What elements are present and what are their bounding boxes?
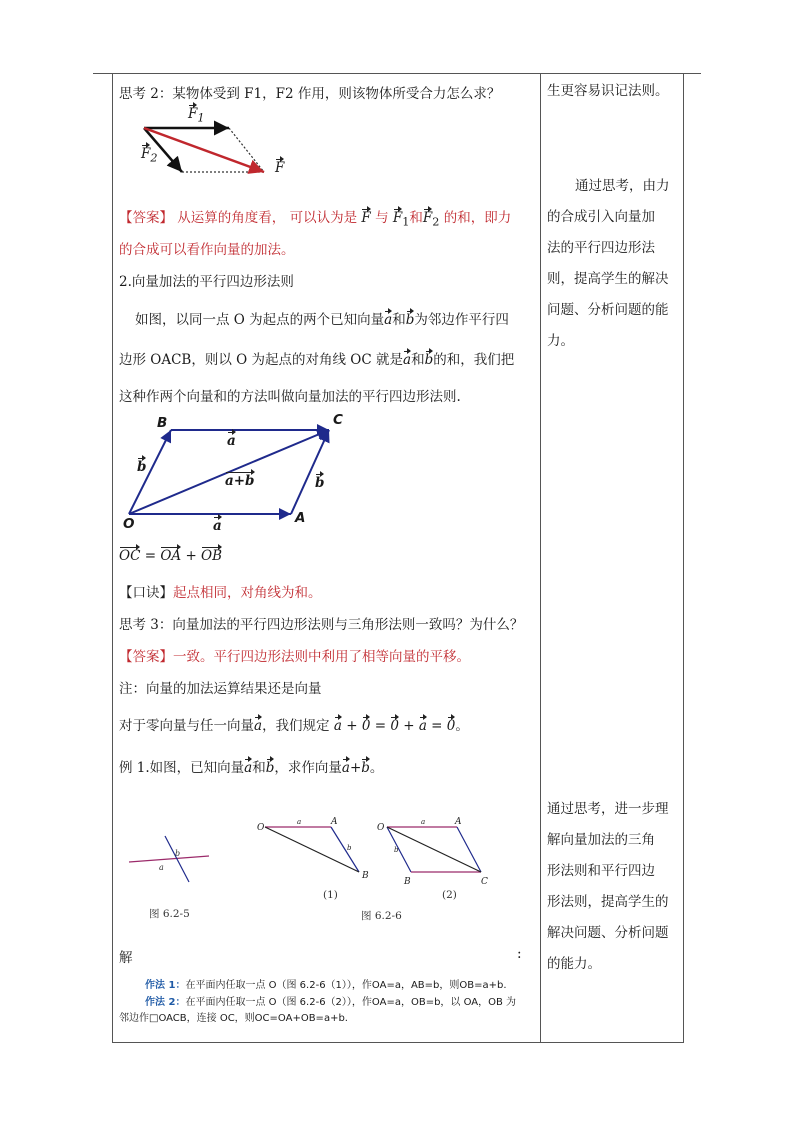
answer-text-d: 的和，即力 [443, 210, 512, 226]
p2-vec-b: b [424, 352, 434, 368]
side-s7: 力。 [547, 333, 574, 349]
method2b-text: 邻边作□OACB，连接 OC，则OC=OA+OB=a+b. [119, 1013, 348, 1024]
formula-plus: + [185, 548, 197, 564]
p2-and: 和 [411, 352, 425, 368]
fig-sum-label [225, 473, 255, 489]
label-f1 [188, 106, 205, 125]
section2-p1 [135, 308, 509, 328]
point-c-label: C [333, 412, 343, 428]
label-f2-letter: F [141, 146, 151, 162]
example1-sum: a+b [341, 760, 370, 776]
zero-rule-b: ，我们规定 [262, 718, 330, 734]
side-notes-1 [547, 76, 677, 107]
svg-text:B: B [362, 871, 369, 881]
method2-tag: 作法 2： [145, 997, 186, 1008]
answer-vec-f1 [392, 210, 410, 229]
section2-p3 [119, 385, 461, 405]
point-b-label: B [157, 415, 168, 431]
fig6b-oc [387, 827, 481, 872]
svg-text:A: A [455, 817, 462, 827]
side-s1: 生更容易识记法则。 [547, 83, 669, 99]
formula-oc-vec: OC [119, 548, 141, 564]
side-notes-3 [547, 794, 677, 980]
formula-eq: = [144, 548, 157, 564]
side-s2: 通过思考，由力 [575, 178, 670, 194]
fig-b-left [137, 459, 146, 475]
fig6b-ac [457, 827, 481, 872]
think3-answer [119, 645, 470, 665]
section2-heading-text: 2.向量加法的平行四边形法则 [119, 274, 294, 290]
fig-a-bottom-letter: a [213, 518, 222, 534]
formula-oc [119, 548, 222, 564]
note-text-content: 注：向量的加法运算结果还是向量 [119, 681, 322, 697]
label-f [275, 160, 284, 176]
answer-vec-f: F [361, 210, 371, 226]
p1-vec-b: b [405, 312, 415, 328]
method1-line [145, 976, 507, 991]
side-s6: 问题、分析问题的能 [547, 302, 669, 318]
p1-text: 如图，以同一点 O 为起点的两个已知向量 [135, 312, 385, 328]
p2-text: 边形 OACB，则以 O 为起点的对角线 OC 就是 [119, 352, 403, 368]
fig6-sub1-caption: (1) [323, 889, 338, 901]
svg-text:A: A [331, 817, 338, 827]
p1-and: 和 [392, 312, 406, 328]
zero-rule-vec-a: a [254, 718, 263, 734]
side-t3: 形法则和平行四边 [547, 863, 655, 879]
point-a-label: A [295, 510, 306, 526]
svg-text:b: b [394, 846, 399, 854]
think3-answer-text: 一致。平行四边形法则中利用了相等向量的平移。 [173, 649, 470, 665]
label-f-letter: F [275, 160, 285, 176]
section2-heading [119, 270, 294, 290]
koujue-text: 起点相同，对角线为和。 [173, 585, 322, 601]
point-o-label: O [123, 516, 135, 532]
answer-line2-text: 的合成可以看作向量的加法。 [119, 242, 295, 258]
side-t2: 解向量加法的三角 [547, 832, 655, 848]
svg-text:b: b [175, 849, 181, 858]
zero-vector-rule [119, 714, 469, 734]
side-s4: 法的平行四边形法 [547, 240, 655, 256]
answer-vec-f2-sub: 2 [432, 215, 440, 229]
think3-answer-tag: 【答案】 [119, 649, 173, 665]
svg-text:b: b [347, 844, 352, 852]
label-f1-sub: 1 [197, 111, 205, 125]
fig6b-ob [387, 827, 411, 872]
fig5-vec-a [129, 856, 209, 862]
fig6-caption: 图 6.2-6 [361, 910, 402, 922]
think2-question-text: 思考 2：某物体受到 F1，F2 作用，则该物体所受合力怎么求？ [119, 86, 501, 102]
method1-text: 在平面内任取一点 O（图 6.2-6（1）），作OA=a，AB=b，则OB=a+b. [185, 980, 507, 991]
zero-rule-formula: a + 0 = 0 + a = 0 [333, 718, 456, 734]
fig5-caption: 图 6.2-5 [149, 908, 190, 920]
svg-text:B: B [404, 877, 411, 887]
label-f1-letter: F [188, 106, 198, 122]
answer-tag: 【答案】 [119, 210, 173, 226]
method2-text: 在平面内任取一点 O（图 6.2-6（2）），作OA=a，OB=b，以 OA，OB 为 [185, 997, 517, 1008]
example1-text [119, 756, 383, 776]
koujue-tag: 【口诀】 [119, 585, 173, 601]
label-f2-sub: 2 [150, 151, 158, 165]
example1-vec-b: b [265, 760, 275, 776]
fig-sum-text: a+b [225, 473, 255, 489]
think2-question [119, 82, 500, 102]
example1-a: 例 1.如图，已知向量 [119, 760, 245, 776]
p2-tail: 的和，我们把 [433, 352, 515, 368]
side-t5: 解决问题、分析问题 [547, 925, 669, 941]
answer-vec-f2 [422, 210, 440, 229]
side-t4: 形法则，提高学生的 [547, 894, 669, 910]
svg-text:O: O [257, 823, 265, 833]
method1-tag: 作法 1： [145, 980, 186, 991]
svg-text:a: a [421, 818, 426, 826]
fig-b-right [315, 475, 324, 491]
example1-c: ，求作向量 [274, 760, 342, 776]
zero-rule-c: 。 [455, 718, 469, 734]
answer-vec-f2-letter: F [422, 210, 433, 226]
fig-b-left-letter: b [137, 459, 147, 475]
fig-a-bottom [213, 518, 222, 534]
formula-oa-vec: OA [160, 548, 182, 564]
svg-text:a: a [159, 863, 164, 872]
label-f2 [141, 146, 158, 165]
think3-question-text: 思考 3：向量加法的平行四边形法则与三角形法则一致吗？为什么？ [119, 617, 524, 633]
answer-text-c: 和 [409, 210, 423, 226]
solve-label: 解 [119, 950, 133, 966]
edge-ob [129, 430, 171, 514]
example1-b: 和 [252, 760, 266, 776]
force-diagram [129, 102, 299, 182]
koujue [119, 581, 322, 601]
side-t6: 的能力。 [547, 956, 601, 972]
formula-ob-vec: OB [201, 548, 223, 564]
answer-text-a: 从运算的角度看， 可以认为是 [177, 210, 358, 226]
fig-a-top-letter: a [227, 433, 236, 449]
note-text [119, 677, 322, 697]
fig-a-top [227, 433, 236, 449]
p2-vec-a: a [403, 352, 412, 368]
side-t1: 通过思考，进一步理 [547, 801, 669, 817]
solve-colon: : [517, 946, 522, 962]
svg-text:C: C [481, 877, 488, 887]
answer-vec-f1-letter: F [392, 210, 403, 226]
zero-rule-a: 对于零向量与任一向量 [119, 718, 254, 734]
column-divider [540, 73, 541, 1043]
think2-answer-line1 [119, 206, 511, 229]
section2-p2 [119, 348, 514, 368]
fig6-sub2-caption: (2) [442, 889, 457, 901]
example1-vec-a: a [244, 760, 253, 776]
method2-line-b [119, 1009, 348, 1024]
fig-b-right-letter: b [315, 475, 325, 491]
svg-text:O: O [377, 823, 385, 833]
p3-text: 这种作两个向量和的方法叫做向量加法的平行四边形法则. [119, 389, 461, 405]
think3-question [119, 613, 523, 633]
think2-answer-line2 [119, 238, 295, 258]
side-notes-2 [547, 171, 677, 357]
answer-text-b: 与 [375, 210, 389, 226]
side-s5: 则，提高学生的解决 [547, 271, 669, 287]
p1-vec-a: a [384, 312, 393, 328]
answer-vec-f1-sub: 1 [402, 215, 410, 229]
p1-tail: 为邻边作平行四 [414, 312, 509, 328]
side-s3: 的合成引入向量加 [547, 209, 655, 225]
example1-d: 。 [369, 760, 384, 776]
method2-line [145, 993, 516, 1008]
svg-text:a: a [297, 818, 302, 826]
